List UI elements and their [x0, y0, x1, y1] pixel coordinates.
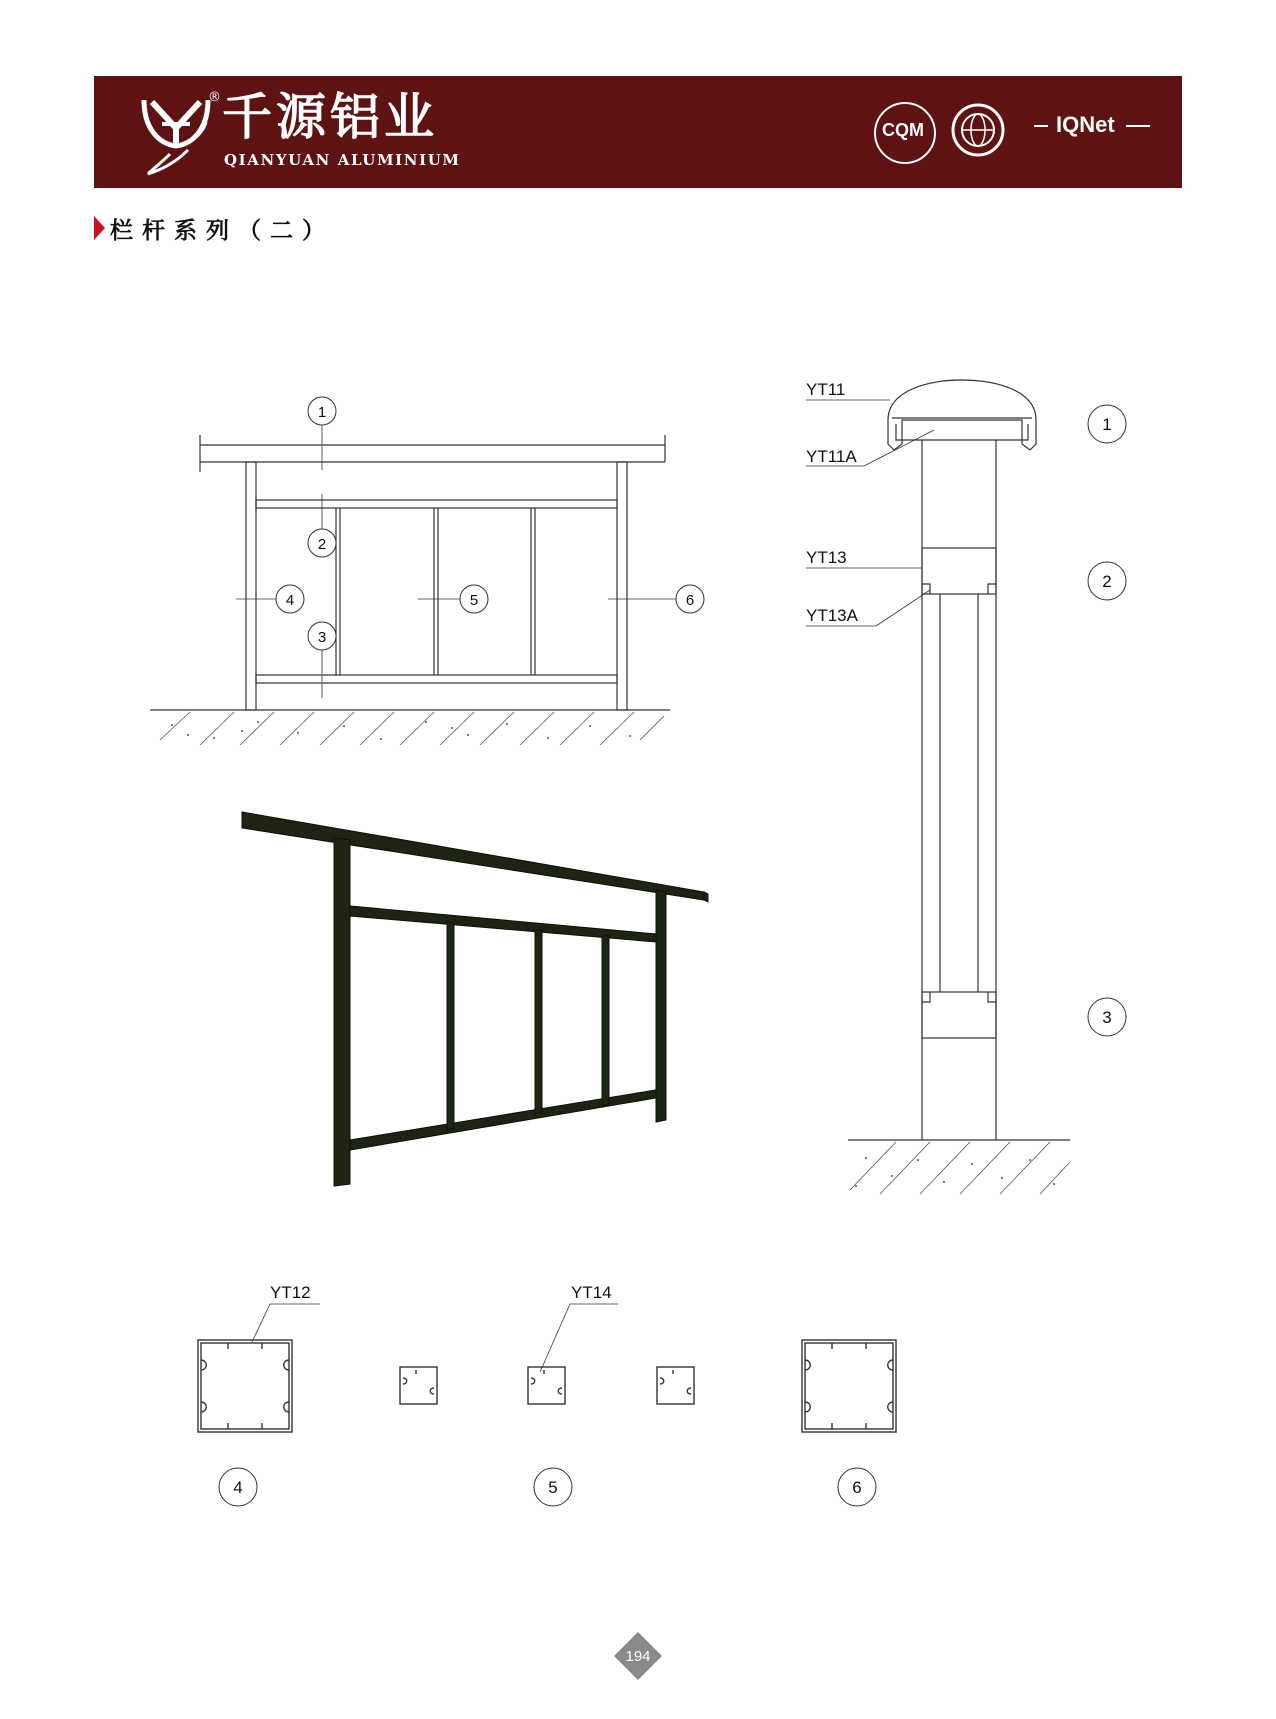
profile-label-yt12: YT12	[270, 1283, 311, 1302]
cqm-label: CQM	[882, 120, 924, 140]
section-callout-3: 3	[1102, 1008, 1112, 1027]
profile-callout-5: 5	[548, 1478, 558, 1497]
elevation-callout-4: 4	[285, 592, 295, 609]
registered-mark: ®	[208, 90, 221, 105]
brand-name-cn: 千源铝业	[222, 88, 438, 146]
page-number: 194	[625, 1648, 651, 1665]
page-number-badge	[612, 1630, 664, 1682]
profile-label-yt14: YT14	[571, 1283, 612, 1302]
section-title: 栏杆系列（二）	[110, 218, 334, 244]
profile-label-yt13a: YT13A	[806, 606, 858, 625]
brand-name-en: QIANYUAN ALUMINIUM	[224, 151, 461, 169]
profile-label-yt11: YT11	[806, 380, 846, 399]
profile-label-yt11a: YT11A	[806, 447, 857, 466]
iqnet-label: IQNet	[1056, 112, 1115, 137]
profile-callout-6: 6	[852, 1478, 862, 1497]
elevation-callout-2: 2	[317, 536, 327, 553]
profile-label-yt13: YT13	[806, 548, 847, 567]
profile-callout-4: 4	[233, 1478, 243, 1497]
elevation-callout-1: 1	[317, 404, 327, 421]
section-callout-2: 2	[1102, 572, 1112, 591]
elevation-callout-3: 3	[317, 629, 327, 646]
elevation-callout-6: 6	[685, 592, 695, 609]
elevation-callout-5: 5	[469, 592, 479, 609]
section-callout-1: 1	[1102, 415, 1112, 434]
